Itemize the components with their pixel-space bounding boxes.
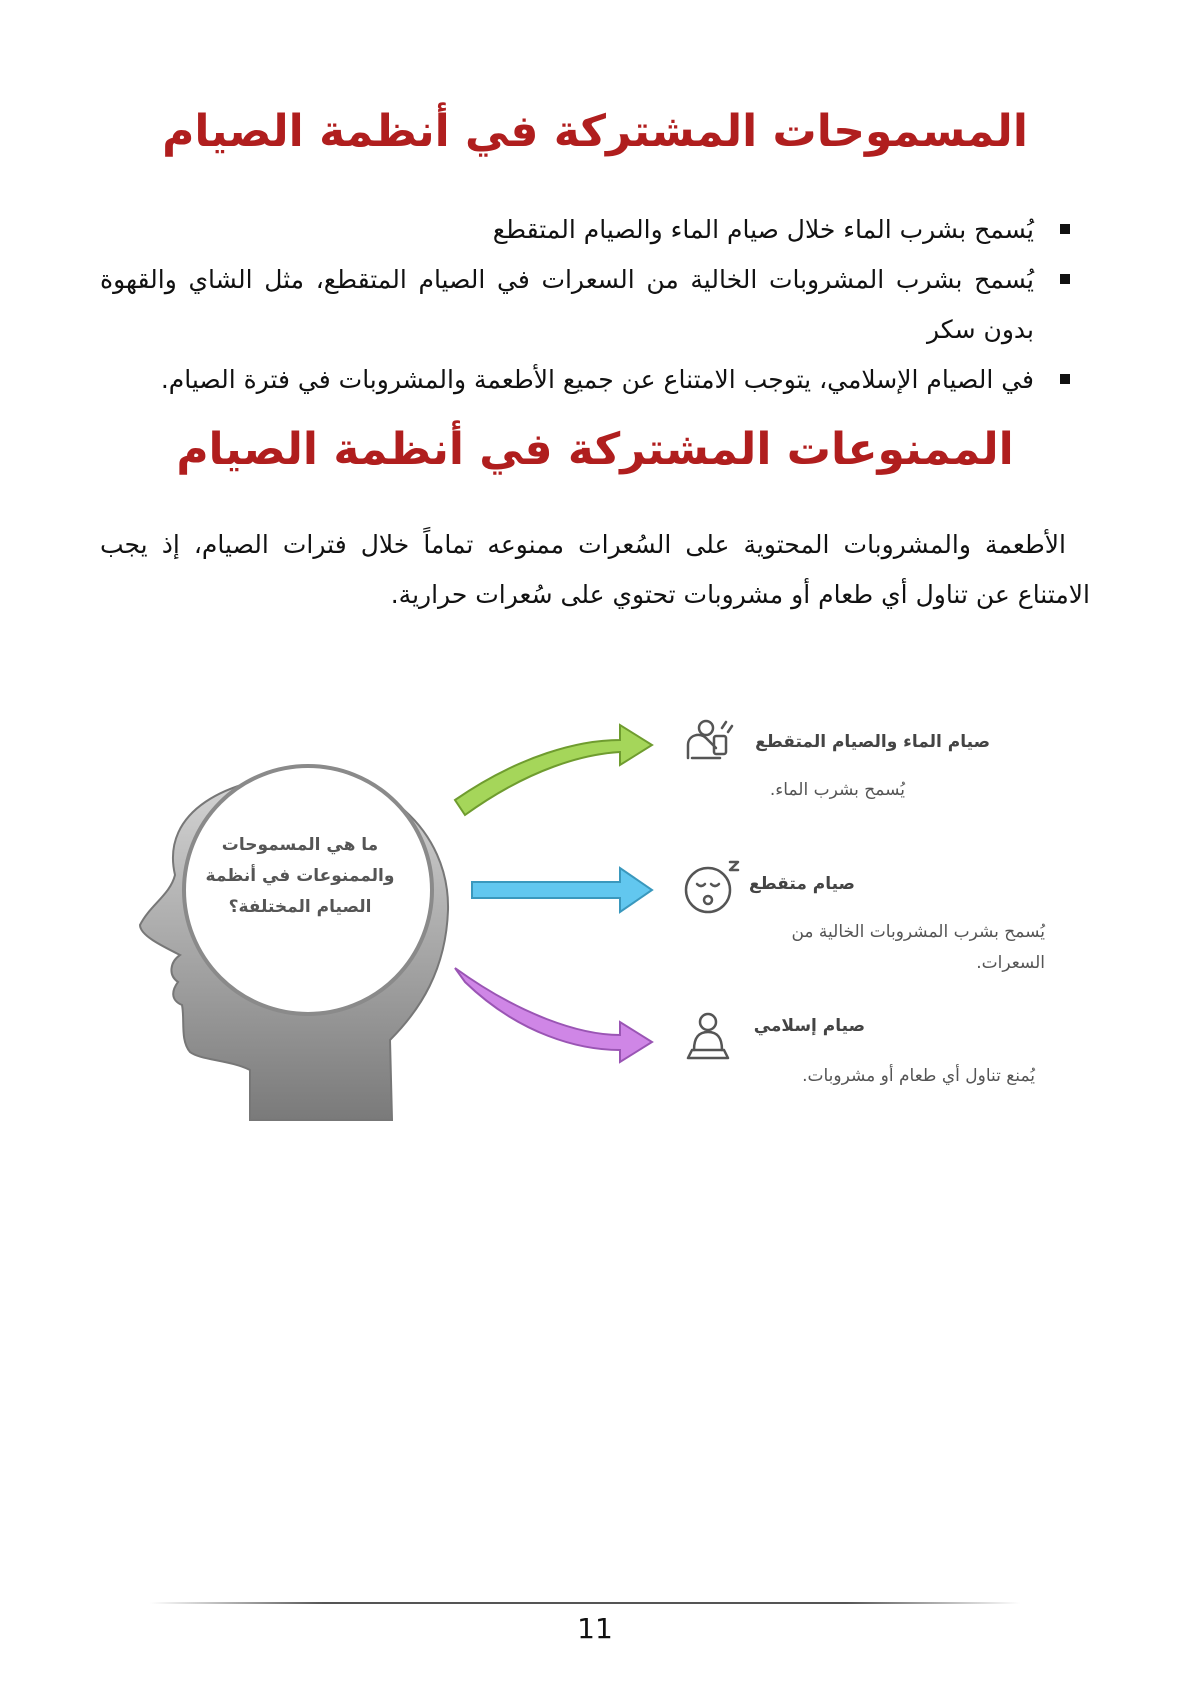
bullet-square-icon [1060, 374, 1070, 384]
item-title-intermittent: صيام متقطع [748, 874, 855, 894]
forbidden-heading: الممنوعات المشتركة في أنظمة الصيام [176, 424, 1014, 475]
list-item: يُسمح بشرب الماء خلال صيام الماء والصيام المتقطع [100, 205, 1070, 255]
praying-person-icon [688, 1014, 728, 1058]
arrow-purple [455, 968, 652, 1062]
item-desc-water-intermittent: يُسمح بشرب الماء. [769, 780, 905, 800]
bullet-square-icon [1060, 274, 1070, 284]
item-desc-intermittent: يُسمح بشرب المشروبات الخالية من السعرات. [791, 922, 1045, 973]
allowed-list [100, 205, 1070, 405]
list-item: في الصيام الإسلامي، يتوجب الامتناع عن جميع الأطعمة والمشروبات في فترة الصيام. [100, 355, 1070, 405]
diagram-question: ما هي المسموحات والممنوعات في أنظمة الصيام المختلفة؟ [205, 835, 395, 917]
forbidden-paragraph: الأطعمة والمشروبات المحتوية على السُعرات ممنوعه تماماً خلال فترات الصيام، إذ يجب الامتناع عن تناول أي طعام أو مشروبات تحتوي على سُعرات حرارية. [100, 530, 1090, 609]
item-desc-islamic: يُمنع تناول أي طعام أو مشروبات. [802, 1066, 1035, 1086]
page-number: 11 [577, 1612, 613, 1645]
person-drinking-icon [688, 721, 732, 758]
list-item: يُسمح بشرب المشروبات الخالية من السعرات في الصيام المتقطع، مثل الشاي والقهوة بدون سكر [100, 255, 1070, 355]
item-title-water-intermittent: صيام الماء والصيام المتقطع [755, 732, 990, 752]
sleeping-face-icon [686, 862, 738, 912]
item-title-islamic: صيام إسلامي [753, 1016, 865, 1036]
allowed-heading: المسموحات المشتركة في أنظمة الصيام [162, 106, 1028, 157]
footer-divider [150, 1602, 1020, 1604]
arrow-blue [472, 868, 652, 912]
bullet-square-icon [1060, 224, 1070, 234]
arrow-green [455, 725, 652, 815]
